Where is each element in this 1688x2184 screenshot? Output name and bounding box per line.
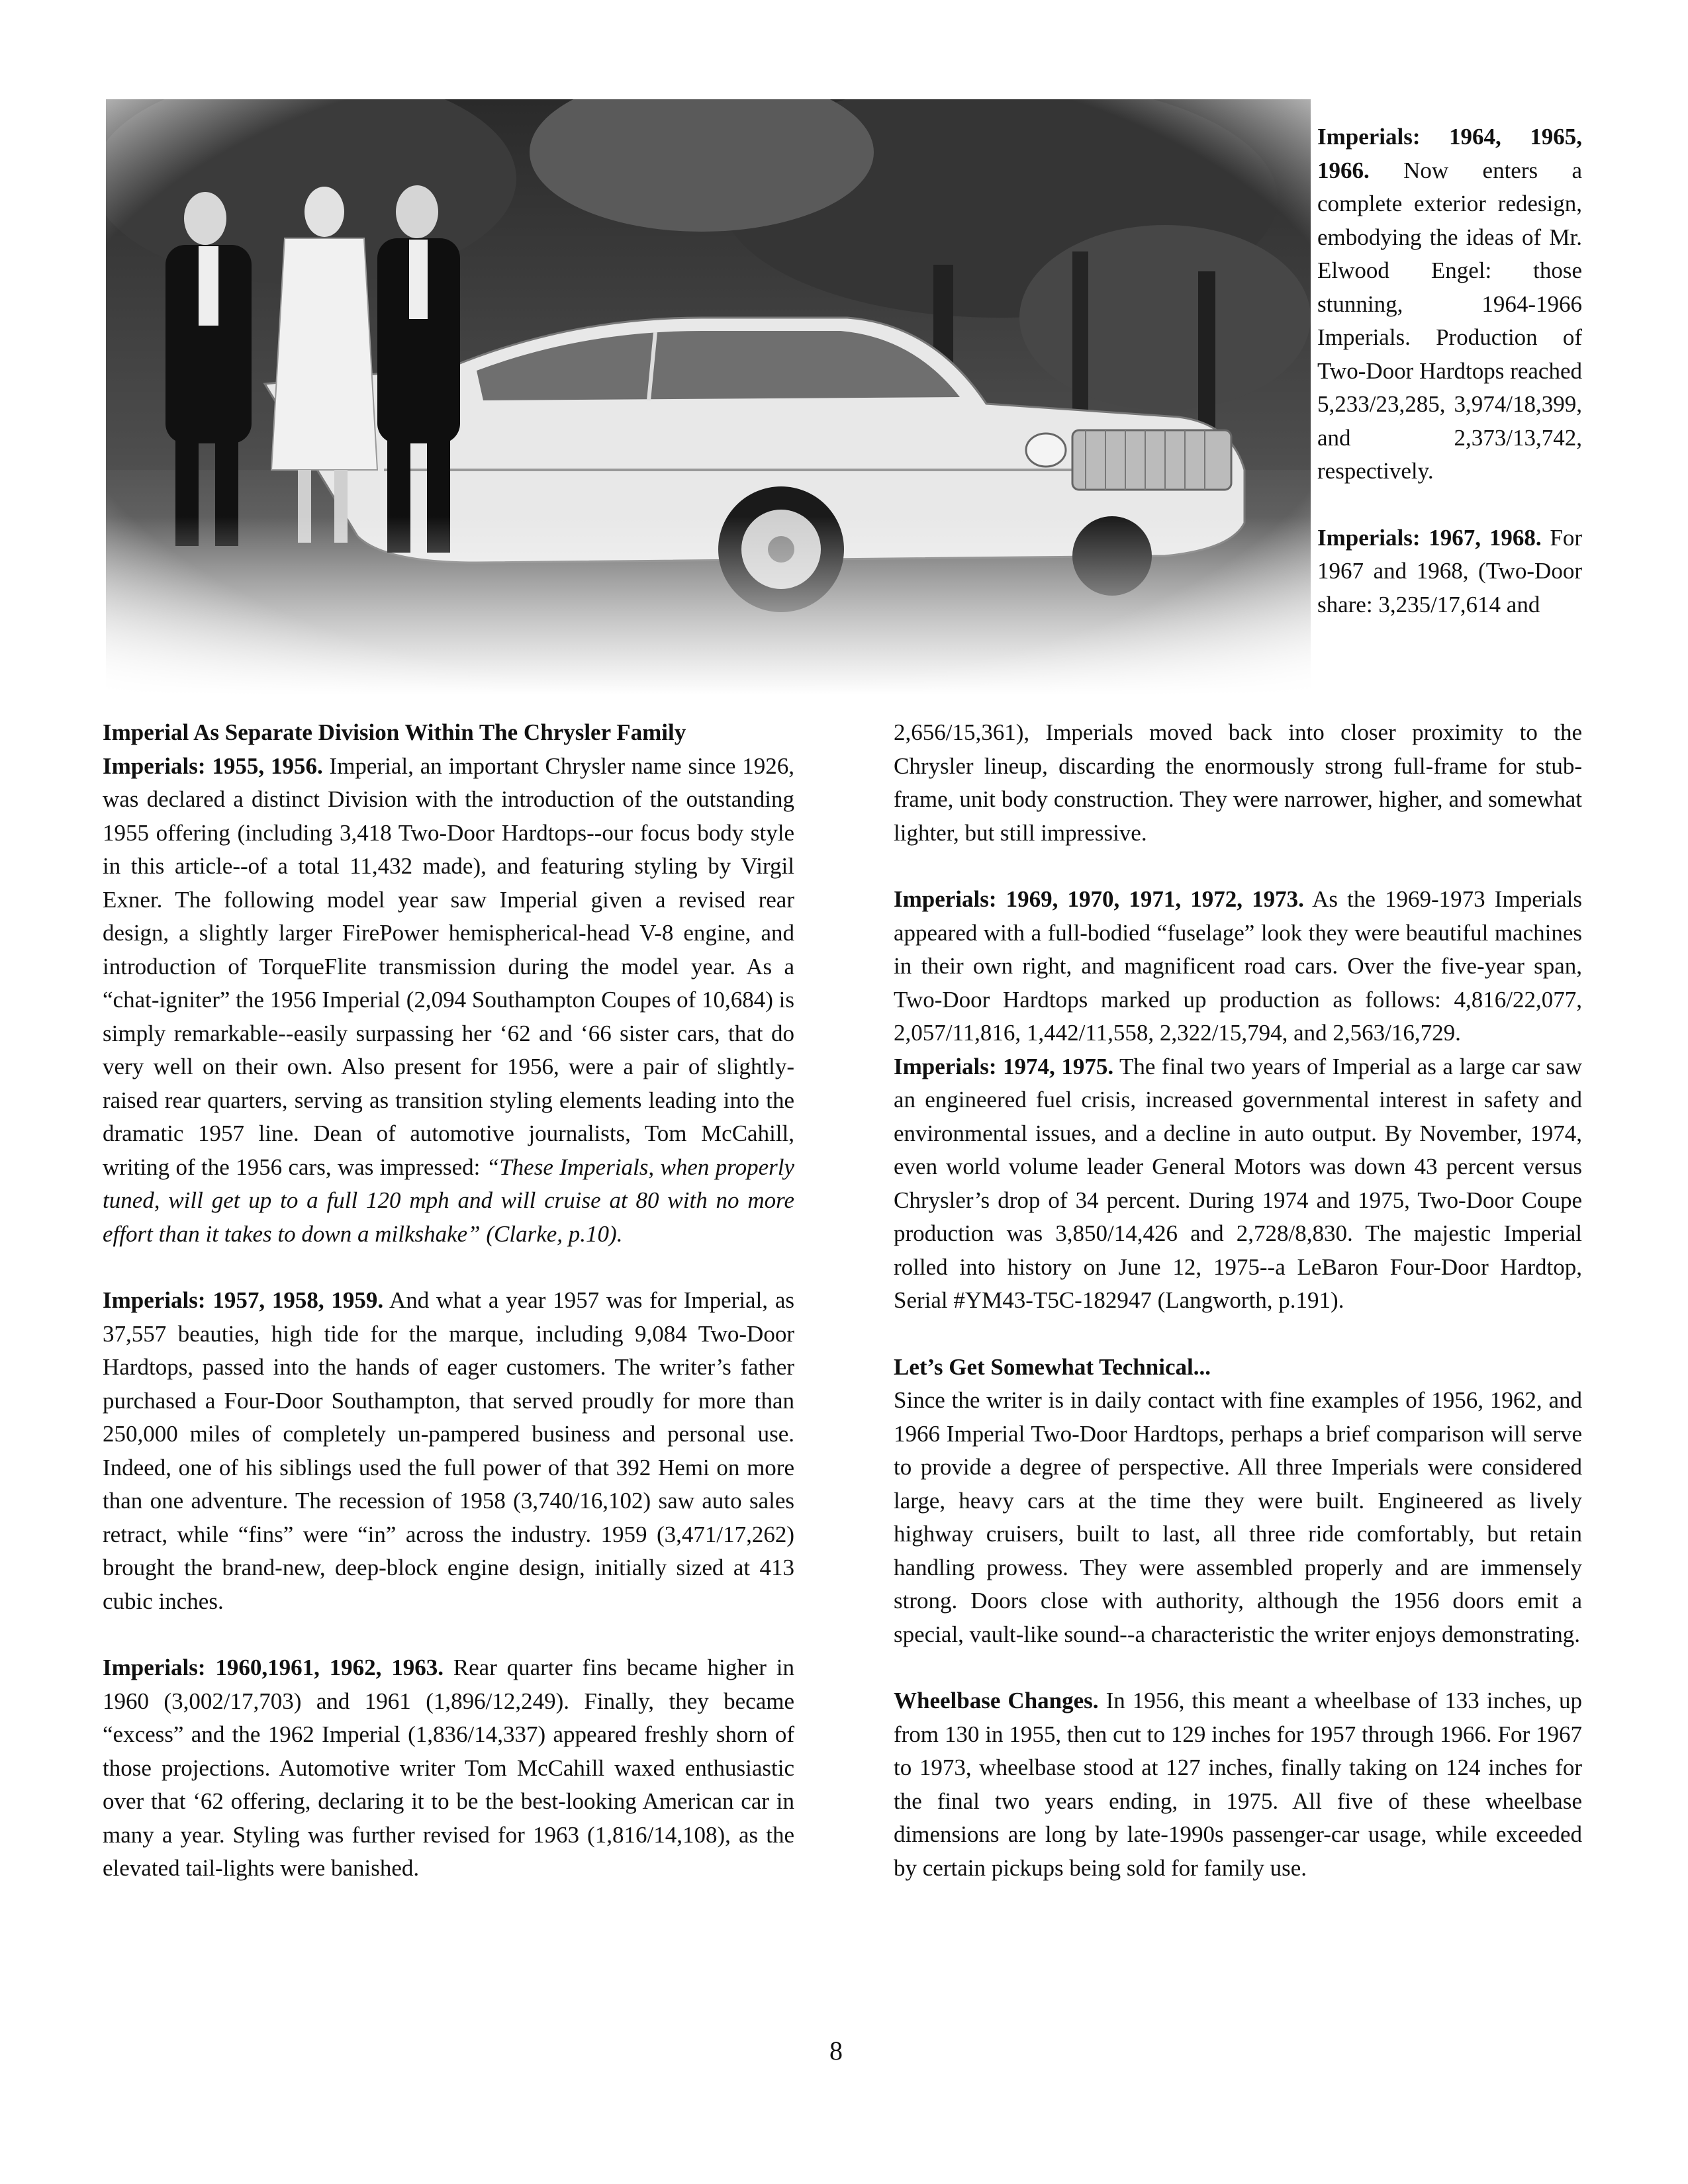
top-right-column <box>1317 120 1582 621</box>
section-title: Imperial As Separate Division Within The Chrysler Family <box>103 719 686 745</box>
right-column <box>894 716 1582 1885</box>
body-imperials-1960-1963: Rear quarter fins became higher in 1960 (3,002/17,703) and 1961 (1,896/12,249). Finally, they became “excess” and the 1962 Imperial (1,836/14,337) appeared freshly shorn of those projections. Automotive writer Tom McCahill waxed enthusiastic over that ‘62 offering, declaring it to be the best-looking American car in many a year. Styling was further revised for 1963 (1,816/14,108), as the elevated tail-lights were banished. <box>103 1655 794 1881</box>
mccahill-quote: “These Imperials, when properly tuned, will get up to a full 120 mph and will cruise at 80 with no more effort than it takes to down a milkshake” (Clarke, p.10). <box>103 1154 794 1247</box>
body-imperials-1955-1956: Imperial, an important Chrysler name since 1926, was declared a distinct Division with the introduction of the outstanding 1955 offering (including 3,418 Two-Door Hardtops--our focus body style in this article--of a total 11,432 made), and featuring styling by Virgil Exner. The following model year saw Imperial given a revised rear design, a slightly larger FirePower hemispherical-head V-8 engine, and introduction of TorqueFlite transmission during the model year. As a “chat-igniter” the 1956 Imperial (2,094 Southampton Coupes of 10,684) is simply remarkable--easily surpassing her ‘62 and ‘66 sister cars, that do very well on their own. Also present for 1956, were a pair of slightly-raised rear quarters, serving as transition styling elements leading into the dramatic 1957 line. Dean of automotive journalists, Tom McCahill, writing of the 1956 cars, was impressed: <box>103 752 794 1180</box>
paragraph-technical: Since the writer is in daily contact with fine examples of 1956, 1962, and 1966 Imperial Two-Door Hardtops, perhaps a brief comparison will serve to provide a degree of perspective. All three Imperials were considered large, heavy cars at the time they were built. Engineered as lively highway cruisers, built to last, all three ride comfortably, but retain handling prowess. They were assembled properly and are immensely strong. Doors close with authority, although the 1956 doors emit a special, vault-like sound--a characteristic the writer enjoys demonstrating. <box>894 1387 1582 1647</box>
body-imperials-1967-1968: For 1967 and 1968, (Two-Door share: 3,235/17,614 and <box>1317 524 1582 617</box>
paragraph-imperials-1964-1966 <box>1317 120 1582 488</box>
body-imperials-1964-1966: Now enters a complete exterior redesign, embodying the ideas of Mr. Elwood Engel: those stunning, 1964-1966 Imperials. Production of Two-Door Hardtops reached 5,233/23,285, 3,974/18,399, and 2,373/13,742, respectively. <box>1317 157 1582 484</box>
heading-imperials-1960-1963: Imperials: 1960,1961, 1962, 1963. <box>103 1655 444 1680</box>
paragraph-imperials-1955-1956 <box>103 750 794 1251</box>
car-photo-illustration <box>106 99 1311 695</box>
heading-imperials-1974-1975: Imperials: 1974, 1975. <box>894 1053 1114 1079</box>
paragraph-1967-1968-continued: 2,656/15,361), Imperials moved back into closer proximity to the Chrysler lineup, discarding the enormously strong full-frame for stub-frame, unit body construction. They were narrower, higher, and somewhat lighter, but still impressive. <box>894 719 1582 846</box>
paragraph-imperials-1957-1959 <box>103 1284 794 1618</box>
body-imperials-1969-1973: As the 1969-1973 Imperials appeared with a full-bodied “fuselage” look they were beautiful machines in their own right, and magnificent road cars. Over the five-year span, Two-Door Hardtops marked up production as follows: 4,816/22,077, 2,057/11,816, 1,442/11,558, 2,322/15,794, and 2,563/16,729. <box>894 886 1582 1046</box>
heading-wheelbase-changes: Wheelbase Changes. <box>894 1688 1099 1713</box>
heading-technical: Let’s Get Somewhat Technical... <box>894 1353 1211 1380</box>
page-number: 8 <box>829 2036 843 2066</box>
body-imperials-1957-1959: And what a year 1957 was for Imperial, as 37,557 beauties, high tide for the marque, including 9,084 Two-Door Hardtops, passed into the hands of eager customers. The writer’s father purchased a Four-Door Southampton, that served proudly for more than 250,000 miles of completely un-pampered business and personal use. Indeed, one of his siblings used the full power of that 392 Hemi on more than one adventure. The recession of 1958 (3,740/16,102) saw auto sales retract, while “fins” were “in” across the industry. 1959 (3,471/17,262) brought the brand-new, deep-block engine design, initially sized at 413 cubic inches. <box>103 1287 794 1614</box>
paragraph-imperials-1967-1968 <box>1317 522 1582 622</box>
paragraph-wheelbase-changes <box>894 1684 1582 1885</box>
heading-imperials-1964-1966: Imperials: 1964, 1965, 1966. <box>1317 124 1582 183</box>
paragraph-imperials-1974-1975 <box>894 1050 1582 1318</box>
car-photo <box>106 99 1311 695</box>
paragraph-imperials-1960-1963 <box>103 1651 794 1886</box>
heading-imperials-1967-1968: Imperials: 1967, 1968. <box>1317 524 1542 551</box>
left-column <box>103 716 794 1886</box>
body-imperials-1974-1975: The final two years of Imperial as a large car saw an engineered fuel crisis, increased governmental interest in safety and environmental issues, and a decline in auto output. By November, 1974, even world volume leader General Motors was down 43 percent versus Chrysler’s drop of 34 percent. During 1974 and 1975, Two-Door Coupe production was 3,850/14,426 and 2,728/8,830. The majestic Imperial rolled into history on June 12, 1975--a LeBaron Four-Door Hardtop, Serial #YM43-T5C-182947 (Langworth, p.191). <box>894 1053 1582 1313</box>
heading-imperials-1955-1956: Imperials: 1955, 1956. <box>103 752 323 779</box>
heading-imperials-1969-1973: Imperials: 1969, 1970, 1971, 1972, 1973. <box>894 886 1304 912</box>
heading-imperials-1957-1959: Imperials: 1957, 1958, 1959. <box>103 1287 384 1313</box>
body-wheelbase-changes: In 1956, this meant a wheelbase of 133 inches, up from 130 in 1955, then cut to 129 inches for 1957 through 1966. For 1967 to 1973, wheelbase stood at 127 inches, finally taking on 124 inches for the final two years ending, in 1975. All five of these wheelbase dimensions are long by late-1990s passenger-car usage, while exceeded by certain pickups being sold for family use. <box>894 1688 1582 1881</box>
paragraph-imperials-1969-1973 <box>894 883 1582 1050</box>
